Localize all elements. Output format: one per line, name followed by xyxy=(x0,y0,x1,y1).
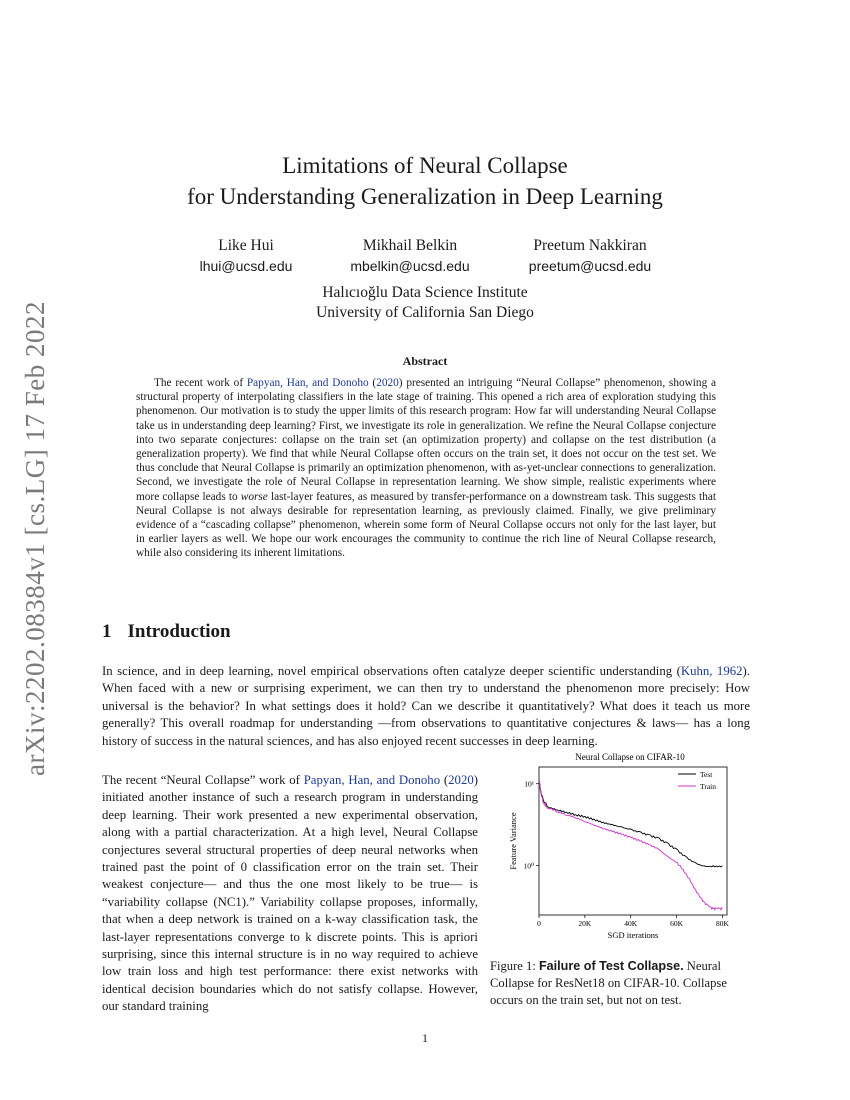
section-number: 1 xyxy=(102,621,112,642)
author-email[interactable]: mbelkin@ucsd.edu xyxy=(350,258,470,274)
author-email[interactable]: preetum@ucsd.edu xyxy=(528,258,652,274)
arxiv-identifier: arXiv:2202.08384v1 [cs.LG] 17 Feb 2022 xyxy=(19,300,50,776)
abstract-heading: Abstract xyxy=(402,354,448,368)
intro-paragraph-2: The recent “Neural Collapse” work of Papyan, Han, and Donoho (2020) initiated another instance of such a research program in understanding deep learning. Their work presented a new experimental observation, along with a partial characterization. At a high level, Neural Collapse conjectures several structural properties of deep neural networks when trained past the point of 0 classification error on the train set. Their weakest conjecture— and thus the one most likely to be true— is “variability collapse (NC1).” Variability collapse proposes, informally, that when a deep network is trained on a k-way classification task, the last-layer representations converge to k discrete points. This is apriori surprising, since this internal structure is in no way required to achieve low train loss and high test performance: there exist networks with identical decision boundaries which do not satisfy collapse. However, our standard training xyxy=(102,773,478,1014)
x-tick-label: 80K xyxy=(715,919,729,928)
author-name: Mikhail Belkin xyxy=(362,237,458,254)
series-line-train xyxy=(539,780,722,910)
x-tick-label: 40K xyxy=(624,919,638,928)
y-tick-label: 10¹ xyxy=(524,779,534,789)
figure-caption xyxy=(490,958,752,1009)
y-tick-label: 10⁰ xyxy=(523,861,534,871)
plot-frame xyxy=(539,767,727,915)
neural-collapse-chart xyxy=(495,745,755,945)
author-name: Preetum Nakkiran xyxy=(533,237,647,254)
x-tick-label: 0 xyxy=(537,919,541,928)
papyan-citation-year[interactable]: 2020 xyxy=(448,773,474,787)
chart-title: Neural Collapse on CIFAR-10 xyxy=(575,752,685,762)
caption-label: Figure 1: xyxy=(490,959,536,973)
affiliation xyxy=(0,283,850,323)
papyan-citation[interactable]: Papyan, Han, and Donoho xyxy=(303,773,441,787)
author-3 xyxy=(510,236,670,276)
series-line-test xyxy=(539,780,722,867)
title-line-1: Limitations of Neural Collapse xyxy=(282,153,568,178)
affiliation-line-1: Halıcıoğlu Data Science Institute xyxy=(322,284,528,301)
caption-bold: Failure of Test Collapse. xyxy=(538,959,684,973)
section-title: Introduction xyxy=(127,621,231,642)
kuhn-citation[interactable]: Kuhn, 1962 xyxy=(680,664,743,678)
author-1 xyxy=(186,236,306,276)
abstract-citation-year[interactable]: 2020 xyxy=(376,377,399,389)
abstract-citation[interactable]: Papyan, Han, and Donoho xyxy=(246,377,369,389)
page-number: 1 xyxy=(422,1031,428,1045)
section-heading xyxy=(102,621,231,643)
author-2 xyxy=(330,236,490,276)
author-email[interactable]: lhui@ucsd.edu xyxy=(199,258,293,274)
legend-label-test: Test xyxy=(700,770,713,779)
title-line-2: for Understanding Generalization in Deep Learning xyxy=(187,184,663,209)
abstract-body: The recent work of Papyan, Han, and Donoho (2020) presented an intriguing “Neural Collapse” phenomenon, showing a structural property of interpolating classifiers in the late stage of training. This opened a rich area of exploration studying this phenomenon. Our motivation is to study the upper limits of this research program: How far will understanding Neural Collapse take us in understanding deep learning? First, we investigate its role in generalization. We refine the Neural Collapse conjecture into two separate conjectures: collapse on the train set (an optimization property) and collapse on the test distribution (a generalization property). We find that while Neural Collapse often occurs on the train set, it does not occur on the test set. We thus conclude that Neural Collapse is primarily an optimization phenomenon, with as-yet-unclear connections to generalization. Second, we investigate the role of Neural Collapse in representation learning. We show simple, realistic experiments where more collapse leads to worse last-layer features, as measured by transfer-performance on a downstream task. This suggests that Neural Collapse is not always desirable for representation learning, as previously claimed. Finally, we give preliminary evidence of a “cascading collapse” phenomenon, wherein some form of Neural Collapse occurs not only for the last layer, but in earlier layers as well. We hope our work encourages the community to continue the rich line of Neural Collapse research, while also considering its inherent limitations. xyxy=(136,377,716,560)
legend-label-train: Train xyxy=(700,782,716,791)
caption-text: Neural Collapse for ResNet18 on CIFAR-10. Collapse occurs on the train set, but not on test. xyxy=(490,959,727,1007)
x-tick-label: 60K xyxy=(670,919,684,928)
intro-paragraph-1: In science, and in deep learning, novel empirical observations often catalyze deeper scientific understanding (Kuhn, 1962). When faced with a new or surprising experiment, we can then try to understand the phenomenon more precisely: How universal is the behavior? In what settings does it hold? Can we describe it quantitatively? What does it teach us more generally? This overall roadmap for understanding —from observations to quantitative conjectures & laws— has a long history of success in the natural sciences, and has also enjoyed recent successes in deep learning. xyxy=(102,664,750,748)
author-name: Like Hui xyxy=(218,237,274,254)
affiliation-line-2: University of California San Diego xyxy=(316,304,534,321)
x-axis-label: SGD iterations xyxy=(607,930,659,940)
y-axis-label: Feature Variance xyxy=(508,812,518,870)
paper-title xyxy=(0,150,850,212)
x-tick-label: 20K xyxy=(578,919,592,928)
